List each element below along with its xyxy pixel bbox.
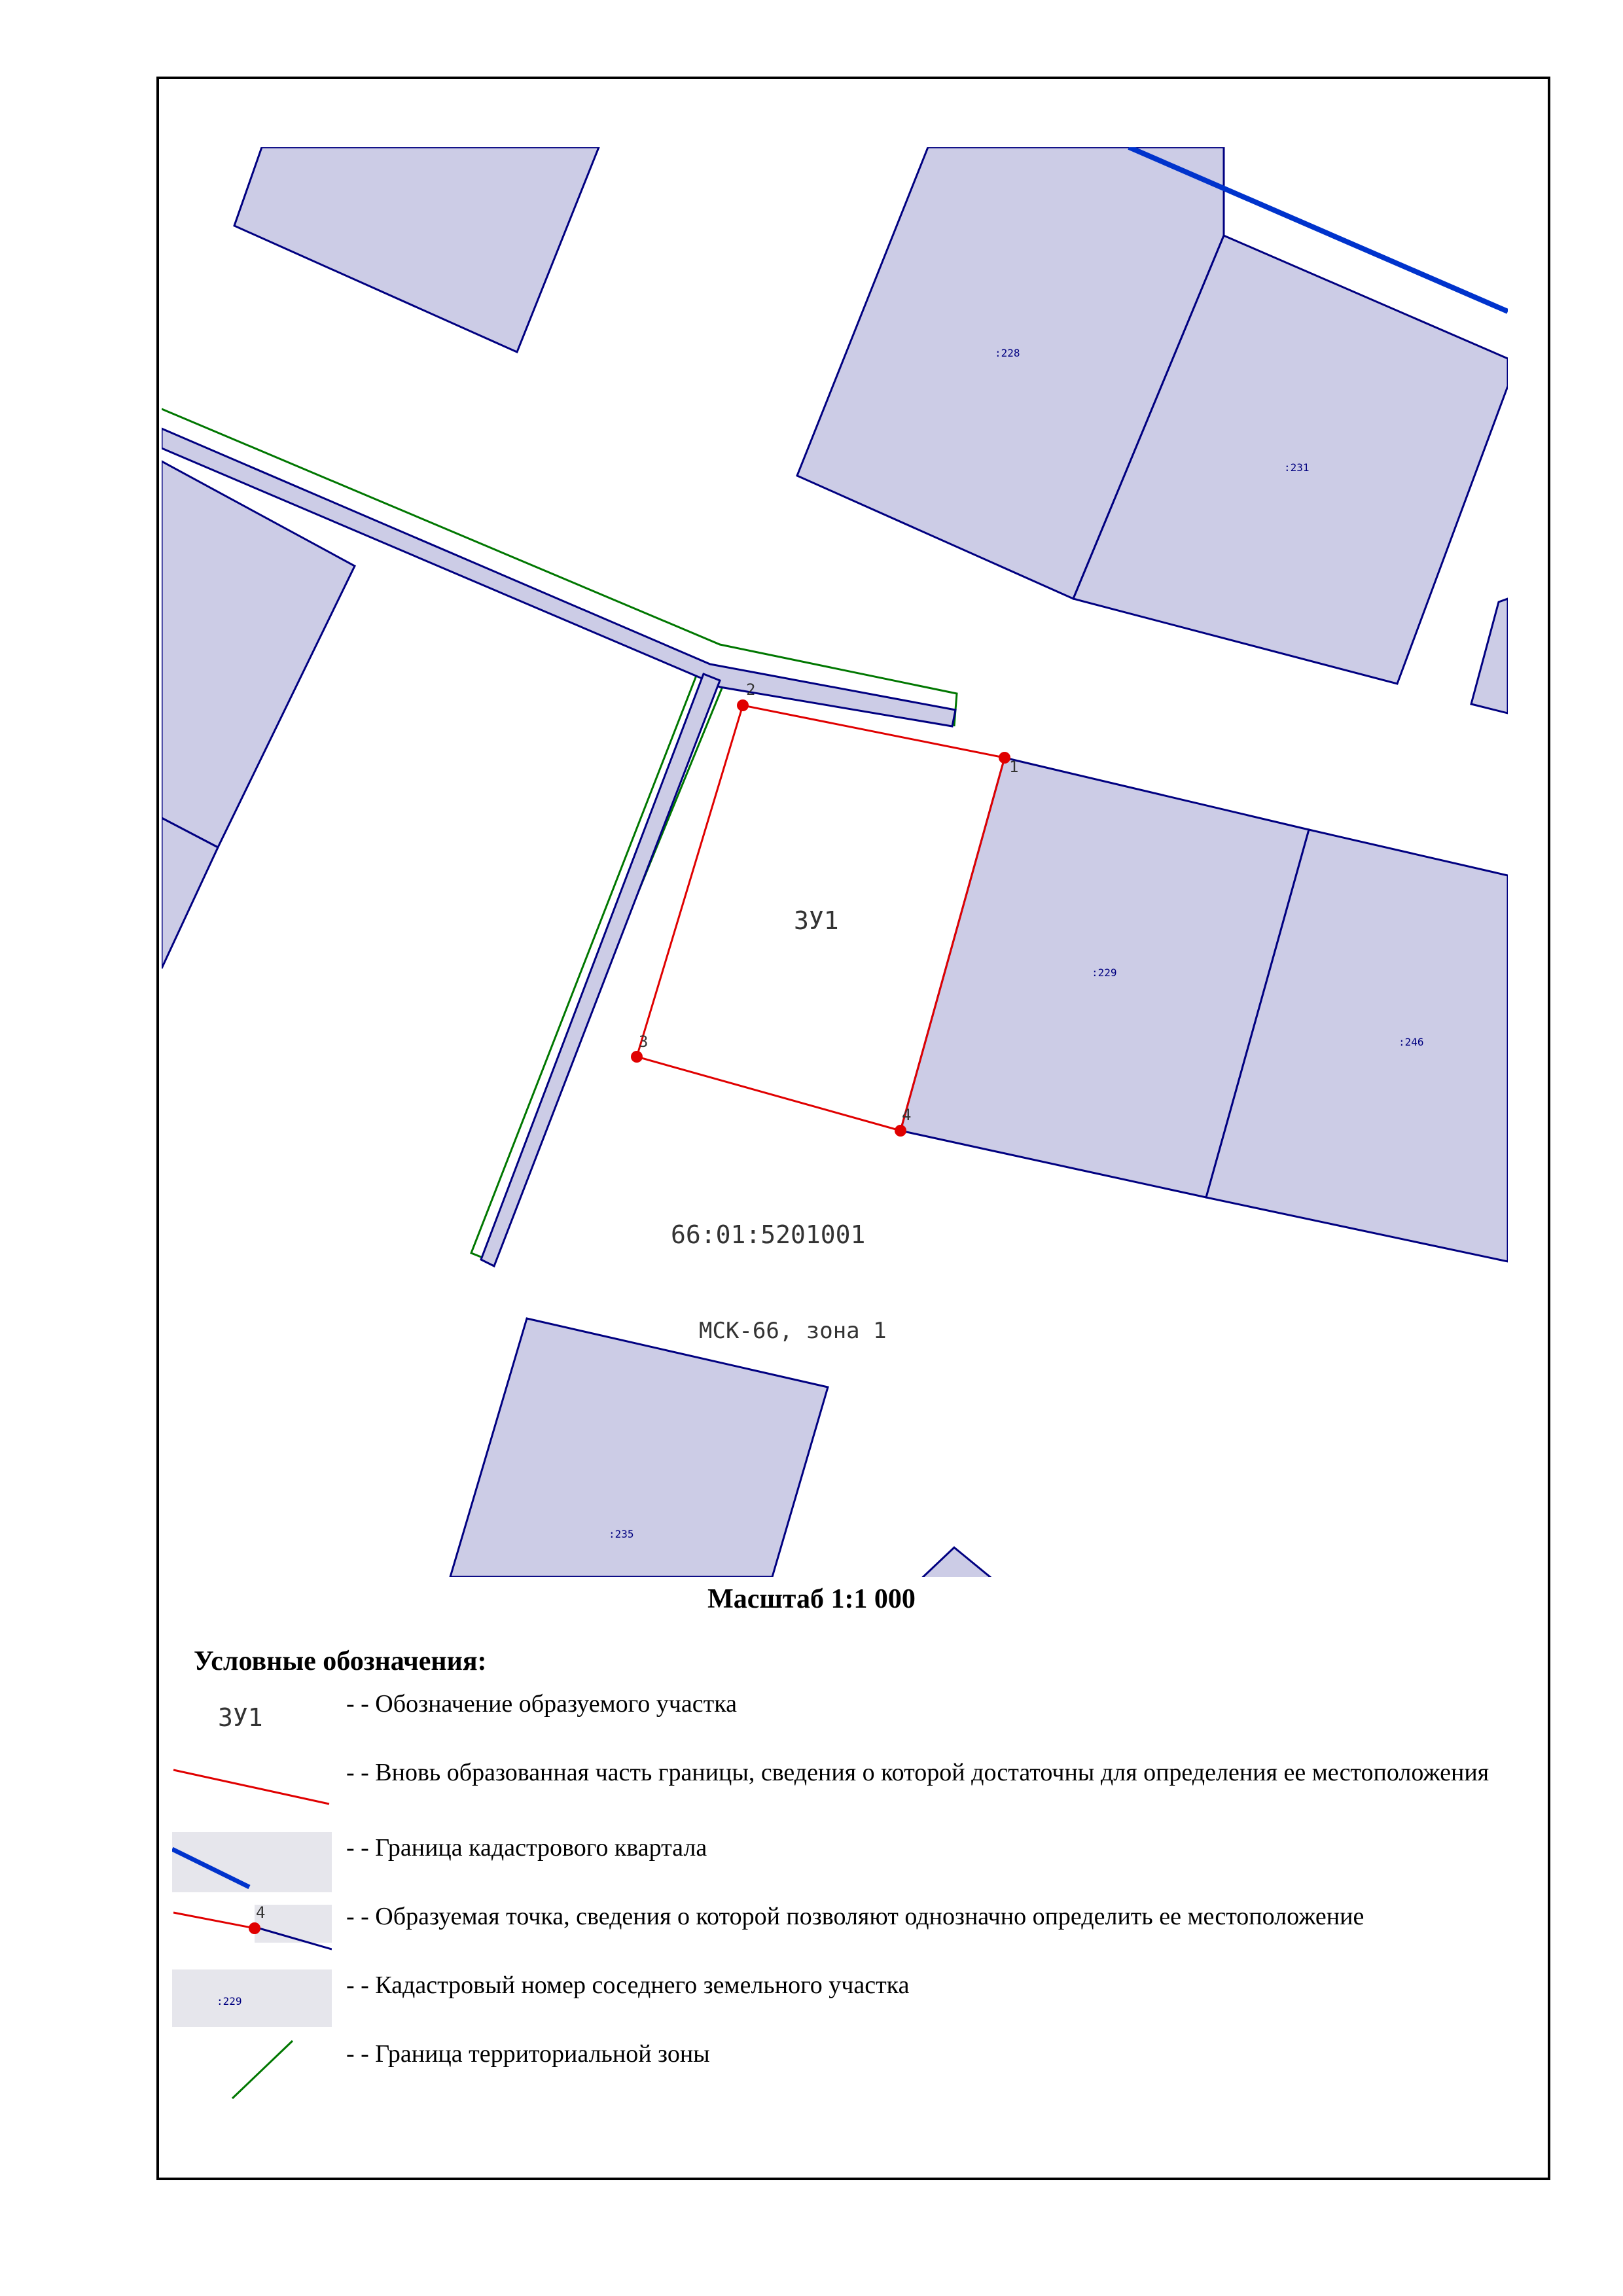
legend-title: Условные обозначения:	[194, 1646, 487, 1676]
parcel-bottom-small	[916, 1547, 998, 1583]
parcel-231-label: :231	[1284, 461, 1310, 474]
parcel-229-label: :229	[1092, 966, 1117, 979]
legend-symbol-parcel-label	[172, 1688, 332, 1754]
legend-text-quarter-boundary: - - Граница кадастрового квартала	[346, 1834, 707, 1862]
parcel-246-label: :246	[1399, 1036, 1424, 1048]
road-strip-vertical	[481, 674, 720, 1266]
legend-parcel-label-sample: ЗУ1	[218, 1703, 263, 1732]
point-1-label: 1	[1009, 758, 1019, 776]
coordinate-system-label: МСК-66, зона 1	[699, 1318, 887, 1344]
parcel-left-1	[162, 461, 355, 847]
parcel-235[interactable]	[450, 1318, 828, 1577]
legend-text-neighbor-number: - - Кадастровый номер соседнего земельного участка	[346, 1971, 910, 1999]
parcel-top-left	[234, 147, 599, 352]
parcel-right-edge	[1471, 599, 1508, 713]
legend-symbol-neighbor-number	[172, 1969, 332, 2035]
legend-text-zone-boundary: - - Граница территориальной зоны	[346, 2040, 710, 2068]
legend-symbol-point	[172, 1901, 332, 1966]
legend-text-parcel-label: - - Обозначение образуемого участка	[346, 1690, 737, 1718]
legend-item-zone-boundary	[172, 2038, 1520, 2110]
new-parcel-zu1-label: ЗУ1	[794, 906, 839, 935]
legend-item-quarter-boundary	[172, 1832, 1520, 1904]
point-3-marker[interactable]	[631, 1051, 643, 1063]
legend-item-point	[172, 1901, 1520, 1973]
legend-item-parcel-label	[172, 1688, 1520, 1760]
parcel-228-label: :228	[995, 347, 1020, 359]
legend-point-sample-label: 4	[256, 1903, 266, 1922]
parcel-235-label: :235	[609, 1528, 634, 1540]
point-2-label: 2	[746, 680, 756, 699]
legend-symbol-zone-boundary	[172, 2038, 332, 2104]
legend-item-neighbor-number	[172, 1969, 1520, 2041]
quarter-number-label: 66:01:5201001	[671, 1220, 866, 1249]
point-4-label: 4	[902, 1106, 912, 1124]
legend-neighbor-sample-label: :229	[217, 1995, 242, 2007]
legend-text-new-boundary: - - Вновь образованная часть границы, сведения о которой достаточны для определения ее местоположения	[346, 1759, 1489, 1786]
point-2-marker[interactable]	[737, 699, 749, 711]
legend-symbol-quarter-boundary	[172, 1832, 332, 1898]
scale-label: Масштаб 1:1 000	[707, 1584, 916, 1614]
legend-symbol-new-boundary	[172, 1757, 332, 1822]
point-3-label: 3	[639, 1033, 649, 1051]
legend-text-point: - - Образуемая точка, сведения о которой позволяют однозначно определить ее местоположение	[346, 1903, 1364, 1930]
legend-item-new-boundary	[172, 1757, 1520, 1829]
point-4-marker[interactable]	[895, 1125, 906, 1137]
